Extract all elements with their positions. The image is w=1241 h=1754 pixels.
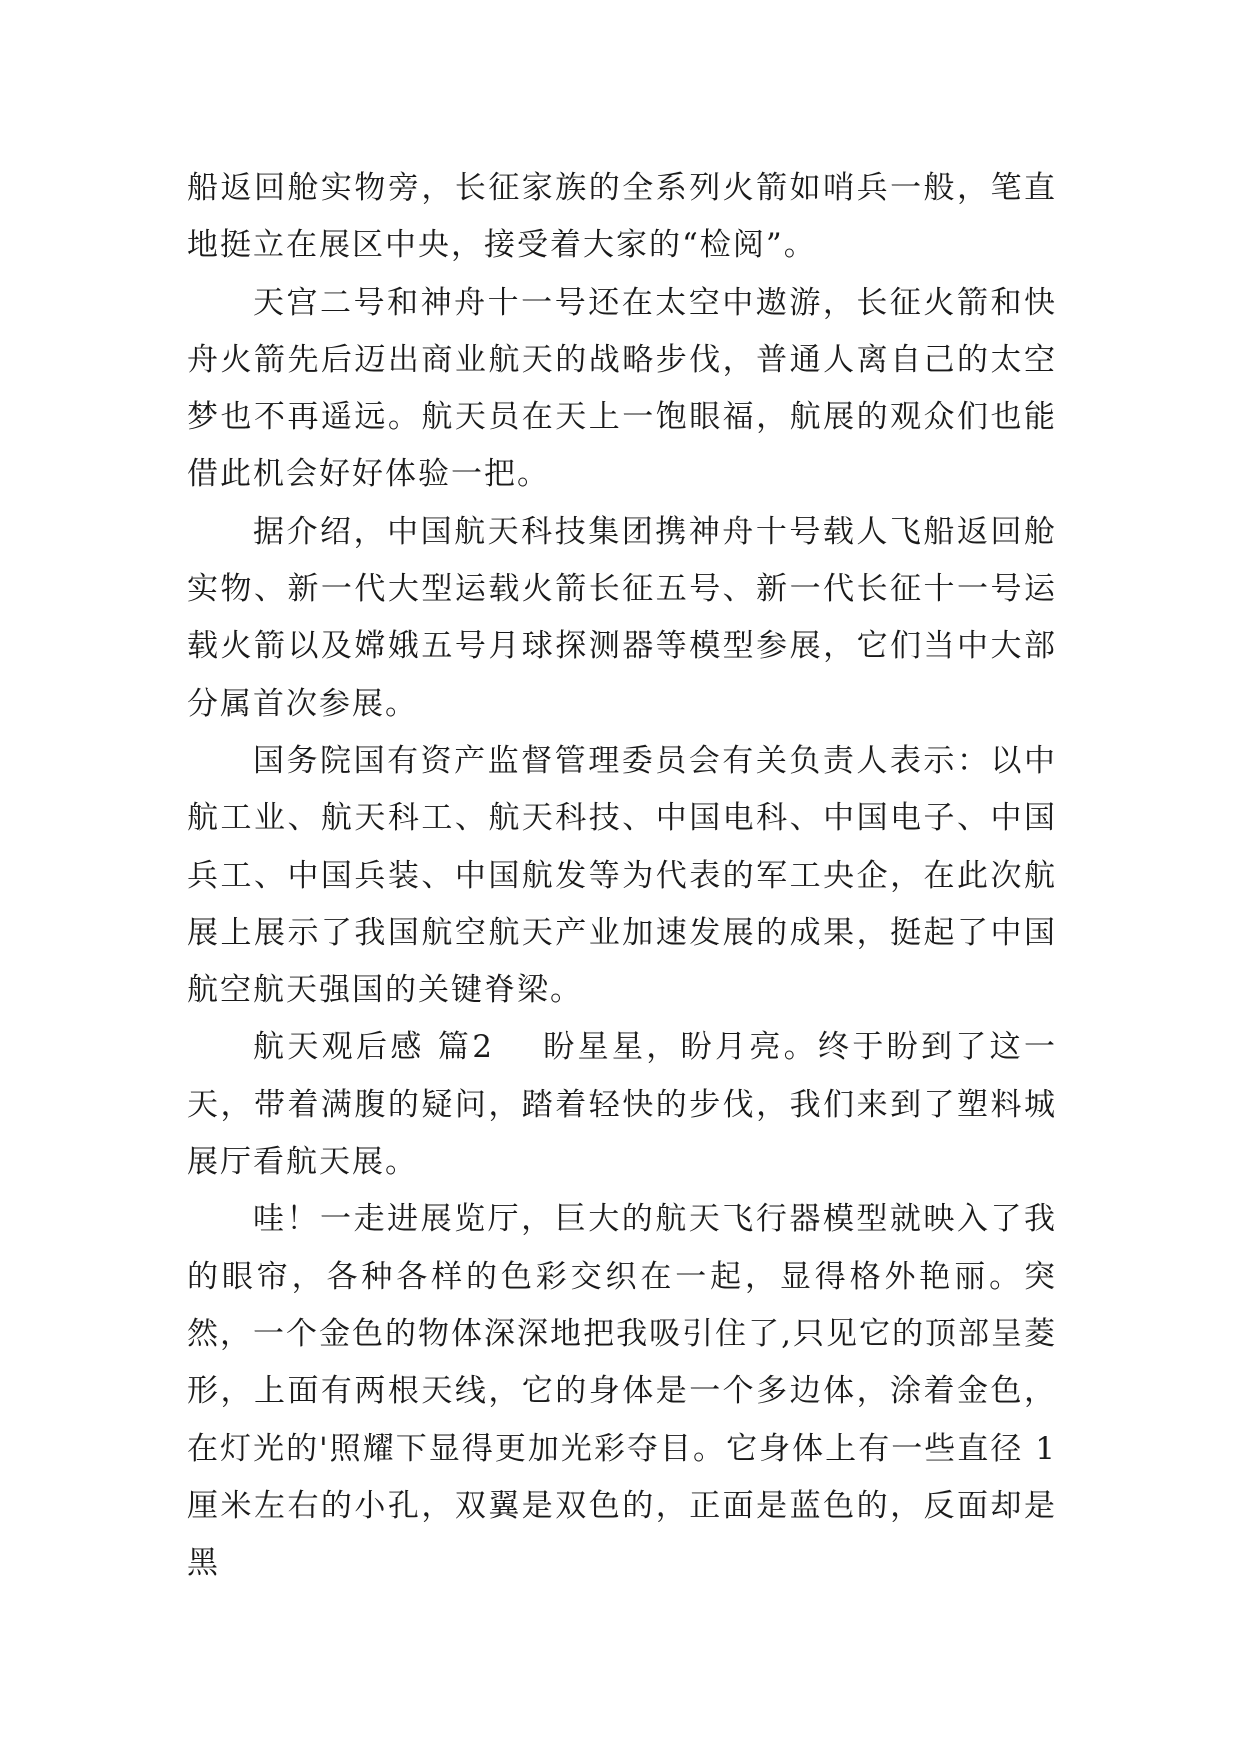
paragraph-5-text: 盼星星，盼月亮。终于盼到了这一天，带着满腹的疑问，踏着轻快的步伐，我们来到了塑料城展厅看航天展。	[187, 1029, 1058, 1181]
section-heading: 航天观后感 篇2	[253, 1029, 494, 1066]
paragraph-5	[187, 1019, 1057, 1191]
document-body	[187, 160, 1057, 1592]
paragraph-4: 国务院国有资产监督管理委员会有关负责人表示：以中航工业、航天科工、航天科技、中国电科、中国电子、中国兵工、中国兵装、中国航发等为代表的军工央企，在此次航展上展示了我国航空航天产业加速发展的成果，挺起了中国航空航天强国的关键脊梁。	[187, 742, 1057, 1009]
paragraph-1: 船返回舱实物旁，长征家族的全系列火箭如哨兵一般，笔直地挺立在展区中央，接受着大家的“检阅”。	[187, 170, 1057, 264]
paragraph-3: 据介绍，中国航天科技集团携神舟十号载人飞船返回舱实物、新一代大型运载火箭长征五号、新一代长征十一号运载火箭以及嫦娥五号月球探测器等模型参展，它们当中大部分属首次参展。	[187, 513, 1057, 722]
paragraph-2: 天宫二号和神舟十一号还在太空中遨游，长征火箭和快舟火箭先后迈出商业航天的战略步伐，普通人离自己的太空梦也不再遥远。航天员在天上一饱眼福，航展的观众们也能借此机会好好体验一把。	[187, 284, 1057, 493]
paragraph-6: 哇！一走进展览厅，巨大的航天飞行器模型就映入了我的眼帘，各种各样的色彩交织在一起，显得格外艳丽。突然，一个金色的物体深深地把我吸引住了,只见它的顶部呈菱形，上面有两根天线，它的身体是一个多边体，涂着金色，在灯光的'照耀下显得更加光彩夺目。它身体上有一些直径 1 厘米左右的小孔，双翼是双色的，正面是蓝色的，反面却是黑	[187, 1201, 1057, 1582]
